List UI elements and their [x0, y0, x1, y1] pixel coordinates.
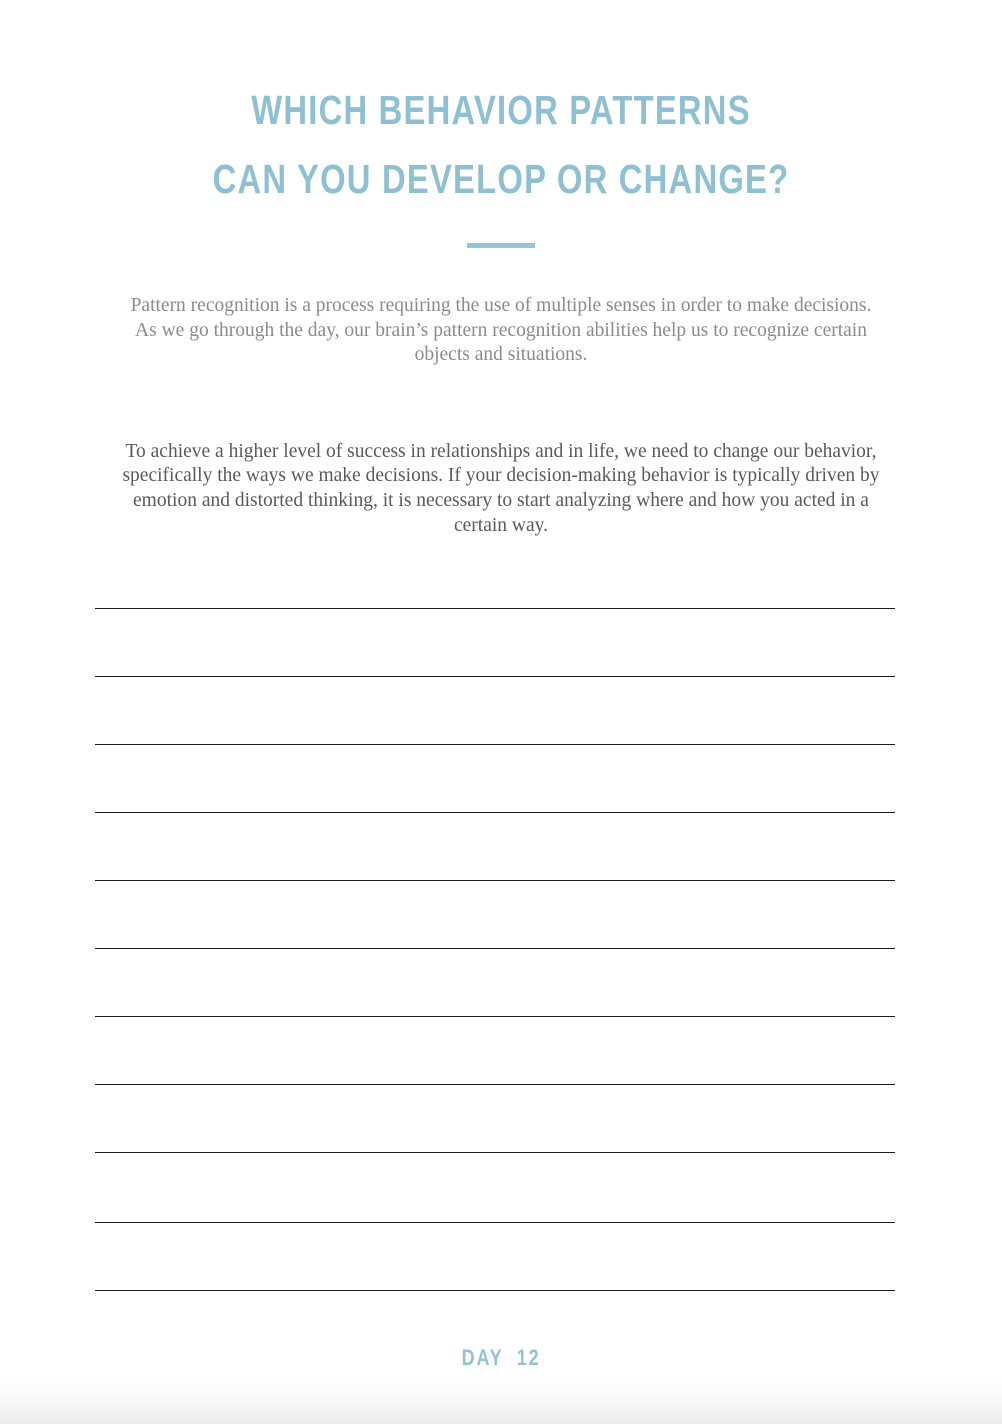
writing-line[interactable]	[95, 1222, 895, 1223]
page-footer	[0, 1345, 1002, 1371]
writing-line[interactable]	[95, 948, 895, 949]
writing-line[interactable]	[95, 608, 895, 609]
writing-line[interactable]	[95, 744, 895, 745]
writing-line[interactable]	[95, 1084, 895, 1085]
writing-lines-area[interactable]	[95, 0, 895, 1424]
writing-line[interactable]	[95, 1016, 895, 1017]
writing-line[interactable]	[95, 880, 895, 881]
writing-line[interactable]	[95, 676, 895, 677]
writing-line[interactable]	[95, 1152, 895, 1153]
page-title-line-2: CAN YOU DEVELOP OR CHANGE?	[212, 156, 790, 202]
day-label: DAY 12	[461, 1345, 541, 1370]
page-title-line-1: WHICH BEHAVIOR PATTERNS	[251, 87, 751, 133]
writing-line[interactable]	[95, 812, 895, 813]
intro-paragraph-1: Pattern recognition is a process requiring the use of multiple senses in order to make decisions. As we go through the day, our brain’s pattern recognition abilities help us to recognize certain objects and situations.	[130, 295, 872, 366]
writing-line[interactable]	[95, 1290, 895, 1291]
intro-paragraph-2: To achieve a higher level of success in relationships and in life, we need to change our behavior, specifically the ways we make decisions. If your decision-making behavior is typically driven by emotion and distorted thinking, it is necessary to start analyzing where and how you acted in a certain way.	[122, 440, 880, 536]
